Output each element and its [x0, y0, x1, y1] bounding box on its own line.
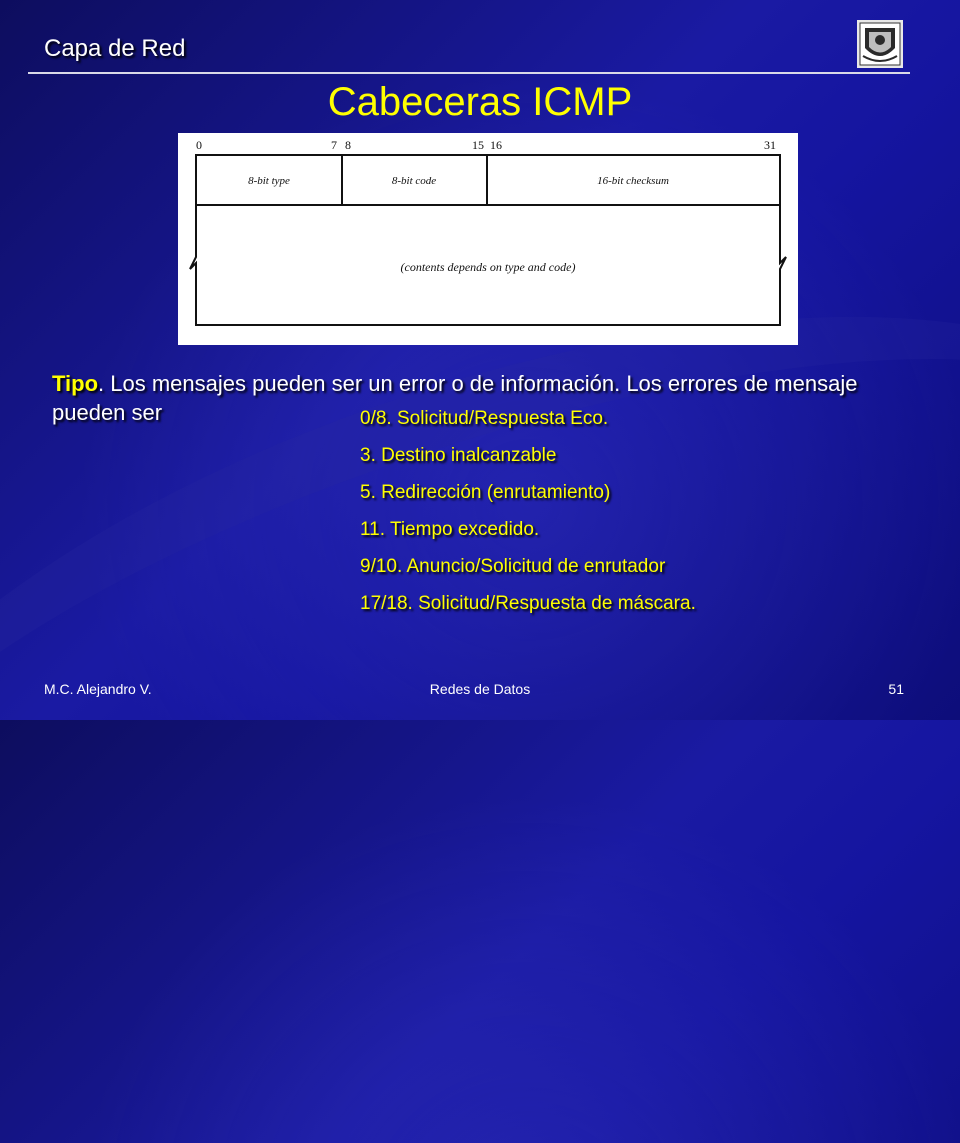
field-code: 8-bit code [391, 175, 437, 187]
bit-label-7: 7 [331, 138, 337, 152]
list-item: 5. Redirección (enrutamiento) [360, 482, 611, 503]
field-type: 8-bit type [248, 175, 290, 187]
footer-course: Redes de Datos [429, 681, 531, 697]
tipo-text: . Los mensajes pueden ser un error o de información. Los errores de mensaje pueden ser [52, 371, 858, 425]
section-title: Capa de Red [44, 35, 186, 62]
list-item: 0/8. Solicitud/Respuesta Eco. [360, 408, 609, 429]
page-number: 51 [888, 681, 904, 697]
bit-label-8: 8 [345, 138, 351, 152]
contents-label: (contents depends on type and code) [400, 260, 576, 274]
footer-author: M.C. Alejandro V. [44, 681, 152, 697]
bit-label-0: 0 [196, 138, 202, 152]
field-checksum: 16-bit checksum [597, 175, 669, 187]
university-seal-icon [857, 20, 903, 68]
icmp-header-diagram [178, 133, 798, 345]
list-item: 17/18. Solicitud/Respuesta de máscara. [360, 593, 696, 614]
icmp-type-list [360, 404, 696, 626]
header-divider [28, 72, 910, 74]
bit-label-31: 31 [764, 138, 776, 152]
list-item: 11. Tiempo excedido. [360, 519, 540, 540]
bit-label-16: 16 [490, 138, 502, 152]
slide-title: Cabeceras ICMP [327, 80, 633, 124]
tipo-term: Tipo [52, 371, 99, 396]
list-item: 9/10. Anuncio/Solicitud de enrutador [360, 556, 666, 577]
list-item: 3. Destino inalcanzable [360, 445, 557, 466]
bit-label-15: 15 [472, 138, 484, 152]
